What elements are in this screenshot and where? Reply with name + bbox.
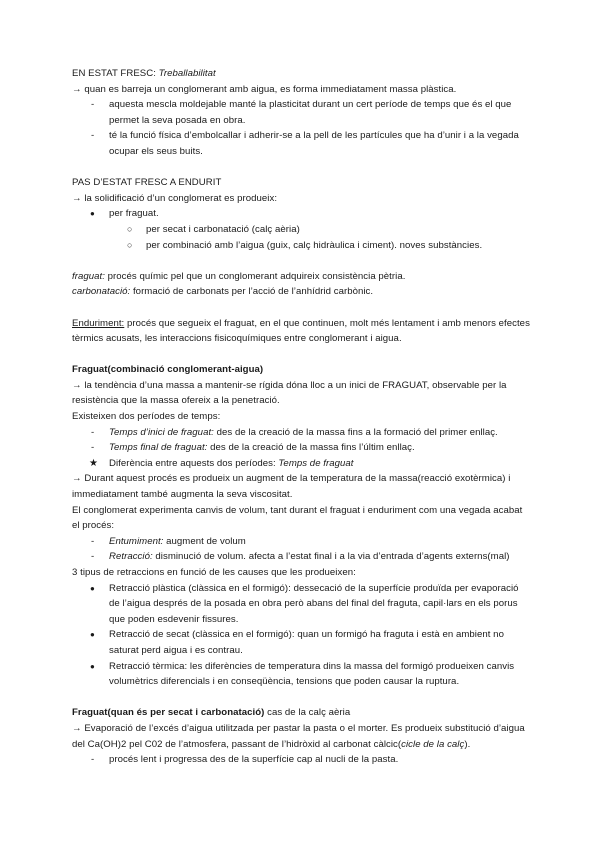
circle-bullet-icon: ○ xyxy=(127,223,133,234)
dash-marker: - xyxy=(91,535,95,547)
list-item-text: per secat i carbonatació (calç aèria) xyxy=(146,223,300,235)
list-item-text: Retracció de secat (clàssica en el formigó): quan un formigó ha fraguta i està en ambient no saturat perd aigua i es contrau. xyxy=(109,629,504,656)
list-item-text: Diferència entre aquests dos períodes: xyxy=(109,457,279,469)
definition-text: procés que segueix el fraguat, en el que continuen, molt més lentament i amb menors efectes tèrmics acusats, les interaccions fisicoquímiques entre conglomerant i aigua. xyxy=(72,317,530,345)
list-item-text: disminució de volum. afecta a l’estat final i a la via d’entrada d’agents externs(mal) xyxy=(152,551,510,563)
dash-marker: - xyxy=(91,130,95,142)
circle-bullet-icon: ○ xyxy=(127,239,133,250)
paragraph: Existeixen dos períodes de temps: xyxy=(72,411,221,423)
list-item-italic: Temps de fraguat xyxy=(278,457,354,469)
list-item xyxy=(72,549,532,565)
bullet-icon: ● xyxy=(90,630,95,640)
definition-carbonatacio xyxy=(72,284,532,300)
list-item xyxy=(72,581,532,628)
sub-list-item xyxy=(72,238,532,254)
list-item xyxy=(72,206,532,222)
paragraph-text: ). xyxy=(464,738,471,750)
definition-term: Enduriment: xyxy=(72,317,125,329)
definition-fraguat xyxy=(72,269,532,285)
heading-rest: cas de la calç aèria xyxy=(264,707,351,719)
paragraph: 3 tipus de retraccions en funció de les causes que les produeixen: xyxy=(72,567,356,578)
list-item xyxy=(72,627,532,658)
list-item-text: augment de volum xyxy=(163,535,246,547)
star-icon: ★ xyxy=(89,457,99,469)
list-item xyxy=(72,752,532,768)
list-item-term: Temps final de fraguat: xyxy=(109,442,208,454)
bullet-icon: ● xyxy=(90,209,95,219)
list-item-text: té la funció física d’embolcallar i adherir-se a la pell de les partícules que ha d’unir i a la vegada ocupar els seus buits. xyxy=(109,130,519,157)
list-item xyxy=(72,456,532,472)
dash-marker: - xyxy=(91,754,95,766)
paragraph-italic: cicle de la calç xyxy=(401,738,465,750)
dash-marker: - xyxy=(91,426,95,438)
heading-text: EN ESTAT FRESC: xyxy=(72,68,159,79)
heading-bold: Fraguat(quan és per secat i carbonatació) xyxy=(72,707,265,719)
list-item-text: des de la creació de la massa fins a la formació del primer enllaç. xyxy=(213,426,498,438)
list-item xyxy=(72,440,532,456)
section-heading-fresh-to-hardened: PAS D’ESTAT FRESC A ENDURIT xyxy=(72,177,222,189)
list-item-term: Retracció: xyxy=(109,551,153,563)
list-item-term: Entumiment: xyxy=(109,535,164,547)
section-heading-fraguat: Fraguat(combinació conglomerant-aigua) xyxy=(72,364,264,376)
paragraph-text: → Evaporació de l’excés d’aigua utilitzada per pastar la pasta o el morter. Es produeix substitució d’aigua del Ca(OH)2 pel C02 de l’atmosfera, passant de l’hidròxid al carbonat càlcic( xyxy=(72,722,525,750)
definition-term: carbonatació: xyxy=(72,286,131,298)
definition-text: procés químic pel que un conglomerant adquireix consistència pètria. xyxy=(104,270,406,282)
list-item-text: Retracció tèrmica: les diferències de temperatura dins la massa del formigó produeixen canvis volumètrics diferencials i en conseqüència, tensions que poden causar la ruptura. xyxy=(109,660,515,688)
paragraph: El conglomerat experimenta canvis de volum, tant durant el fraguat i enduriment com una vegada acabat el procés: xyxy=(72,504,523,532)
definition-text: formació de carbonats per l’acció de l’anhídrid carbònic. xyxy=(130,286,374,298)
list-item-text: des de la creació de la massa fins l’últim enllaç. xyxy=(207,442,415,454)
paragraph xyxy=(72,721,532,752)
paragraph: → la solidificació d’un conglomerat es produeix: xyxy=(72,192,278,204)
list-item-text: procés lent i progressa des de la superfície cap al nucli de la pasta. xyxy=(109,754,399,766)
list-item-text: aquesta mescla moldejable manté la plasticitat durant un cert període de temps que és el que permet la seva posada en obra. xyxy=(109,99,512,126)
definition-enduriment xyxy=(72,316,532,347)
bullet-icon: ● xyxy=(90,661,95,671)
list-item xyxy=(72,534,532,550)
definition-term: fraguat: xyxy=(72,270,105,282)
list-item-text: Retracció plàstica (clàssica en el formigó): dessecació de la superfície produïda per evaporació de l’aigua després de la posada en obra però abans del final del fraguta, capil·lars en els porus que poden esdevenir fissures. xyxy=(109,582,519,625)
list-item-text: per combinació amb l’aigua (guix, calç hidràulica i ciment). noves substàncies. xyxy=(146,239,483,251)
paragraph: → Durant aquest procés es produeix un augment de la temperatura de la massa(reacció exotèrmica) i immediatament també augmenta la seva viscositat. xyxy=(72,473,511,501)
dash-marker: - xyxy=(91,99,95,111)
list-item xyxy=(72,97,532,128)
bullet-icon: ● xyxy=(90,583,95,593)
dash-marker: - xyxy=(91,442,95,454)
list-item-term: Temps d’inici de fraguat: xyxy=(109,426,214,438)
section-heading-fraguat-secat xyxy=(72,705,532,721)
heading-italic: Treballabilitat xyxy=(158,68,216,79)
list-item xyxy=(72,425,532,441)
sub-list-item xyxy=(72,222,532,238)
list-item xyxy=(72,659,532,690)
section-heading-fresh-state xyxy=(72,66,532,82)
paragraph: → quan es barreja un conglomerant amb aigua, es forma immediatament massa plàstica. xyxy=(72,83,457,95)
document-page xyxy=(72,66,532,768)
list-item xyxy=(72,128,532,159)
dash-marker: - xyxy=(91,551,95,563)
list-item-text: per fraguat. xyxy=(109,208,159,220)
paragraph: → la tendència d’una massa a mantenir-se rígida dóna lloc a un inici de FRAGUAT, observable per la resistència que la massa ofereix a la penetració. xyxy=(72,379,507,407)
